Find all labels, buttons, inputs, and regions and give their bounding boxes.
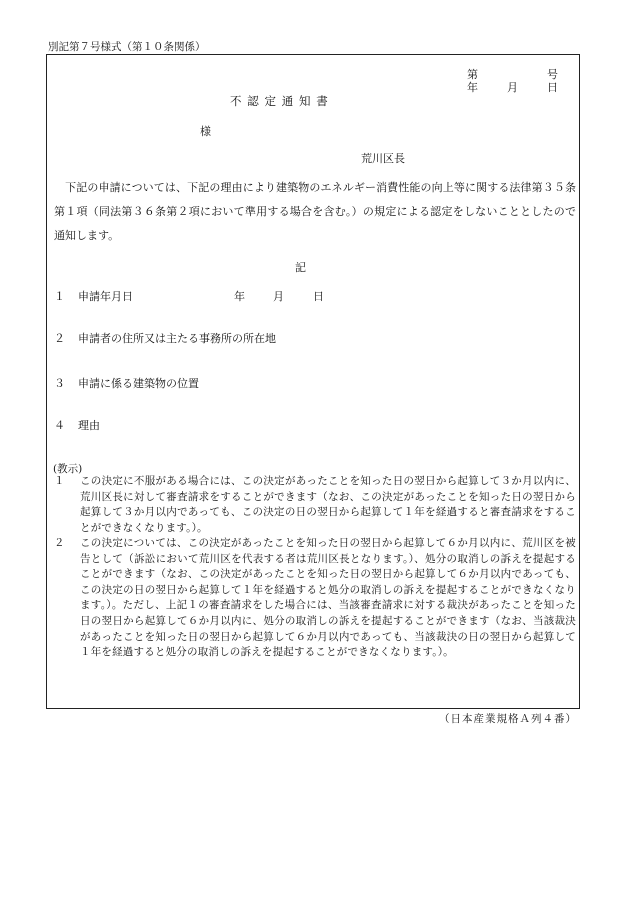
date-year: 年 bbox=[467, 81, 478, 94]
item-reason bbox=[54, 417, 100, 433]
paper-size-footer: （日本産業規格Ａ列４番） bbox=[439, 713, 577, 725]
addressee-suffix: 様 bbox=[200, 125, 211, 138]
item-label: 申請に係る建築物の位置 bbox=[78, 377, 199, 390]
item-label: 申請年月日 bbox=[78, 290, 133, 303]
item-date-month: 月 bbox=[273, 290, 284, 303]
date-day: 日 bbox=[547, 81, 558, 94]
notice-body: 下記の申請については、下記の理由により建築物のエネルギー消費性能の向上等に関する法律第３５条第１項（同法第３６条第２項において準用する場合を含む。）の規定による認定をしないこととしたので通知します。 bbox=[54, 181, 576, 242]
page-title: 不認定通知書 bbox=[230, 94, 334, 108]
form-label: 別記第７号様式（第１０条関係） bbox=[48, 41, 206, 53]
item-date-year: 年 bbox=[234, 290, 245, 303]
item-applicant-address bbox=[54, 330, 276, 346]
item-application-date bbox=[54, 288, 133, 304]
item-label: 申請者の住所又は主たる事務所の所在地 bbox=[78, 332, 276, 345]
note-item bbox=[54, 474, 576, 536]
note-number: １ bbox=[54, 475, 65, 487]
doc-number-prefix: 第 bbox=[467, 68, 478, 81]
date-month: 月 bbox=[507, 81, 518, 94]
item-label: 理由 bbox=[78, 419, 100, 432]
doc-number-suffix: 号 bbox=[547, 68, 558, 81]
item-number: ４ bbox=[54, 419, 65, 432]
note-number: ２ bbox=[54, 537, 65, 549]
item-number: １ bbox=[54, 290, 65, 303]
ki-heading: 記 bbox=[295, 261, 306, 274]
note-item bbox=[54, 536, 576, 661]
item-building-location bbox=[54, 375, 199, 391]
item-date-day: 日 bbox=[313, 290, 324, 303]
note-text: この決定に不服がある場合には、この決定があったことを知った日の翌日から起算して３か月以内に、荒川区長に対して審査請求をすることができます（なお、この決定があったことを知った日の翌日から起算して３か月以内であっても、この決定の日の翌日から起算して１年を経過すると審査請求をすることができなくなります。）。 bbox=[80, 475, 576, 534]
note-text: この決定については、この決定があったことを知った日の翌日から起算して６か月以内に、荒川区を被告として（訴訟において荒川区を代表する者は荒川区長となります。）、処分の取消しの訴えを提起することができます（なお、この決定があったことを知った日の翌日から起算して６か月以内であっても、この決定の日の翌日から起算して１年を経過すると処分の取消しの訴えを提起することができなくなります。）。ただし、上記１の審査請求をした場合には、当該審査請求に対する裁決があったことを知った日の翌日から起算して６か月以内に、処分の取消しの訴えを提起することができます（なお、当該裁決があったことを知った日の翌日から起算して６か月以内であっても、当該裁決の日の翌日から起算して１年を経過すると処分の取消しの訴えを提起することができなくなります。）。 bbox=[80, 537, 576, 659]
item-number: ３ bbox=[54, 377, 65, 390]
notes-title: (教示) bbox=[53, 463, 83, 475]
issuer: 荒川区長 bbox=[361, 152, 405, 165]
item-number: ２ bbox=[54, 332, 65, 345]
